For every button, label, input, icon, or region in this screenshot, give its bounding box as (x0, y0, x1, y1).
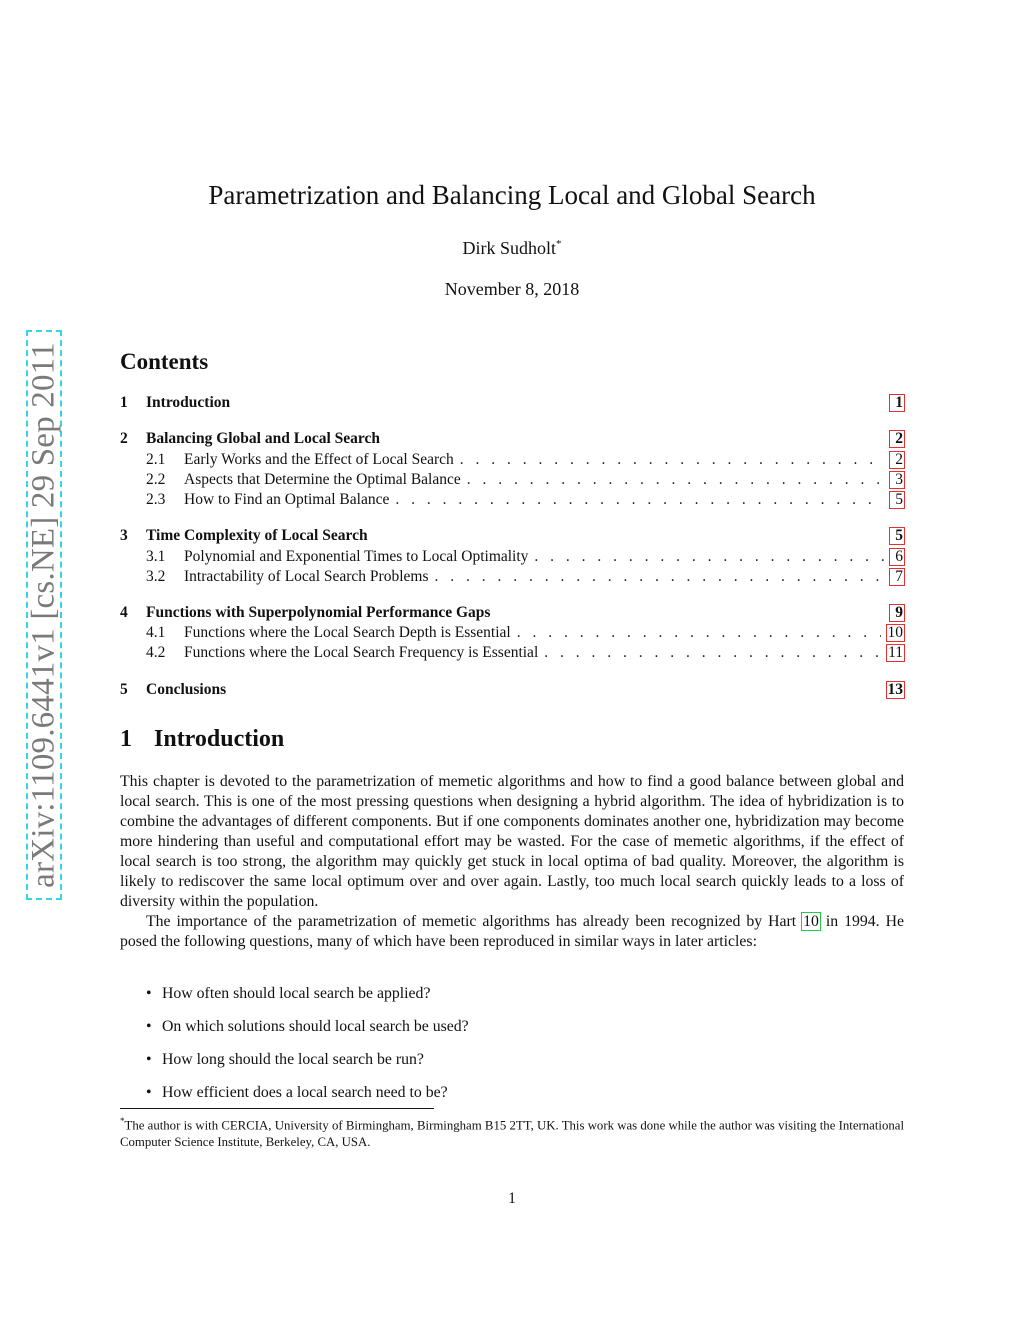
author-line (0, 238, 1024, 259)
toc-leader-dots (467, 471, 884, 489)
list-item-text: How long should the local search be run? (162, 1051, 424, 1068)
bullet-icon: • (146, 1084, 152, 1101)
list-item (146, 1051, 424, 1069)
toc-page-link[interactable]: 2 (890, 452, 904, 468)
toc-label: Balancing Global and Local Search (146, 430, 380, 447)
toc-number: 2.2 (146, 471, 166, 488)
toc-row[interactable] (120, 470, 904, 490)
toc-row[interactable] (120, 393, 904, 413)
toc-row[interactable] (120, 680, 904, 700)
page-number: 1 (508, 1190, 516, 1207)
toc-page-link[interactable]: 6 (890, 549, 904, 565)
footnote (120, 1113, 904, 1151)
footnote-mark: * (120, 1116, 125, 1126)
toc-leader-dots (517, 624, 881, 642)
footnote-divider (120, 1108, 434, 1109)
toc-number: 2.1 (146, 451, 166, 468)
toc-heading: Contents (120, 349, 209, 374)
toc-row[interactable] (120, 623, 904, 643)
toc-row[interactable] (120, 603, 904, 623)
toc-leader-dots (544, 644, 881, 662)
toc-label: Functions with Superpolynomial Performance Gaps (146, 604, 491, 621)
citation-link[interactable]: 10 (803, 913, 819, 930)
toc-page-link[interactable]: 1 (890, 395, 904, 411)
list-item (146, 1018, 469, 1036)
section-title: Introduction (154, 726, 285, 752)
list-item-text: How often should local search be applied? (162, 985, 431, 1002)
toc-number: 4.2 (146, 644, 166, 661)
list-item-text: How efficient does a local search need to be? (162, 1084, 448, 1101)
toc-page-link[interactable]: 3 (890, 472, 904, 488)
toc-leader-dots (434, 568, 884, 586)
toc-row[interactable] (120, 643, 904, 663)
arxiv-stamp[interactable] (26, 330, 62, 900)
toc-row[interactable] (120, 547, 904, 567)
toc-label: Time Complexity of Local Search (146, 527, 368, 544)
paragraph-text: The importance of the parametrization of memetic algorithms has already been recognized by Hart (146, 913, 803, 930)
toc-number: 5 (120, 681, 128, 698)
toc-number: 2 (120, 430, 128, 447)
footnote-text: The author is with CERCIA, University of Birmingham, Birmingham B15 2TT, UK. This work was done while the author was visiting the International Computer Science Institute, Berkeley, CA, USA. (120, 1118, 904, 1150)
author-name: Dirk Sudholt (462, 238, 556, 258)
toc-leader-dots (460, 451, 884, 469)
intro-paragraph-1: This chapter is devoted to the parametrization of memetic algorithms and how to find a good balance between global and local search. This is one of the most pressing questions when designing a hybrid algorithm. The idea of hybridization is to combine the advantages of different components. But if one components dominates another one, hybridization may become more hindering than useful and computational effort may be wasted. For the case of memetic algorithms, if the effect of local search is too strong, the algorithm may quickly get stuck in local optima of bad quality. Moreover, the algorithm is likely to rediscover the same local optimum over and over again. Lastly, too much local search quickly leads to a loss of diversity within the population. (120, 773, 904, 910)
bullet-icon: • (146, 1018, 152, 1035)
toc-row[interactable] (120, 526, 904, 546)
toc-page-link[interactable]: 2 (890, 431, 904, 447)
toc-label: Aspects that Determine the Optimal Balance (184, 471, 461, 488)
toc-number: 4.1 (146, 624, 166, 641)
toc-page-link[interactable]: 9 (890, 605, 904, 621)
toc-row[interactable] (120, 450, 904, 470)
toc-number: 1 (120, 394, 128, 411)
toc-number: 3.2 (146, 568, 166, 585)
toc-label: Intractability of Local Search Problems (184, 568, 429, 585)
toc-number: 2.3 (146, 491, 166, 508)
bullet-icon: • (146, 1051, 152, 1068)
intro-paragraph-2 (120, 912, 904, 952)
section-number: 1 (120, 726, 132, 752)
paper-date: November 8, 2018 (444, 279, 580, 299)
author-footnote-mark[interactable]: * (556, 238, 562, 250)
toc-row[interactable] (120, 490, 904, 510)
toc-row[interactable] (120, 567, 904, 587)
toc-number: 3 (120, 527, 128, 544)
toc-row[interactable] (120, 429, 904, 449)
toc-page-link[interactable]: 10 (887, 624, 903, 641)
toc-page-link[interactable]: 5 (890, 492, 904, 508)
toc-label: Early Works and the Effect of Local Search (184, 451, 454, 468)
toc-page-link[interactable]: 11 (888, 644, 903, 661)
toc-label: How to Find an Optimal Balance (184, 491, 390, 508)
section-heading (120, 726, 284, 753)
list-item (146, 985, 430, 1003)
toc-leader-dots (534, 548, 884, 566)
toc-page-link[interactable]: 7 (890, 569, 904, 585)
paragraph-text: in 1994. He posed the following questions, many of which have been reproduced in similar ways in later articles: (120, 913, 904, 950)
list-item-text: On which solutions should local search be used? (162, 1018, 469, 1035)
arxiv-stamp-text: arXiv:1109.6441v1 [cs.NE] 29 Sep 2011 (25, 342, 62, 888)
toc-page-link[interactable]: 13 (887, 681, 903, 698)
toc-label: Functions where the Local Search Frequency is Essential (184, 644, 539, 661)
toc-label: Introduction (146, 394, 231, 411)
toc-label: Conclusions (146, 681, 227, 698)
toc-label: Functions where the Local Search Depth is Essential (184, 624, 511, 641)
bullet-icon: • (146, 985, 152, 1002)
toc-label: Polynomial and Exponential Times to Local Optimality (184, 548, 529, 565)
list-item (146, 1084, 448, 1102)
toc-leader-dots (395, 491, 884, 509)
toc-number: 4 (120, 604, 128, 621)
toc-number: 3.1 (146, 548, 166, 565)
toc-page-link[interactable]: 5 (890, 528, 904, 544)
paper-title: Parametrization and Balancing Local and Global Search (208, 180, 816, 210)
